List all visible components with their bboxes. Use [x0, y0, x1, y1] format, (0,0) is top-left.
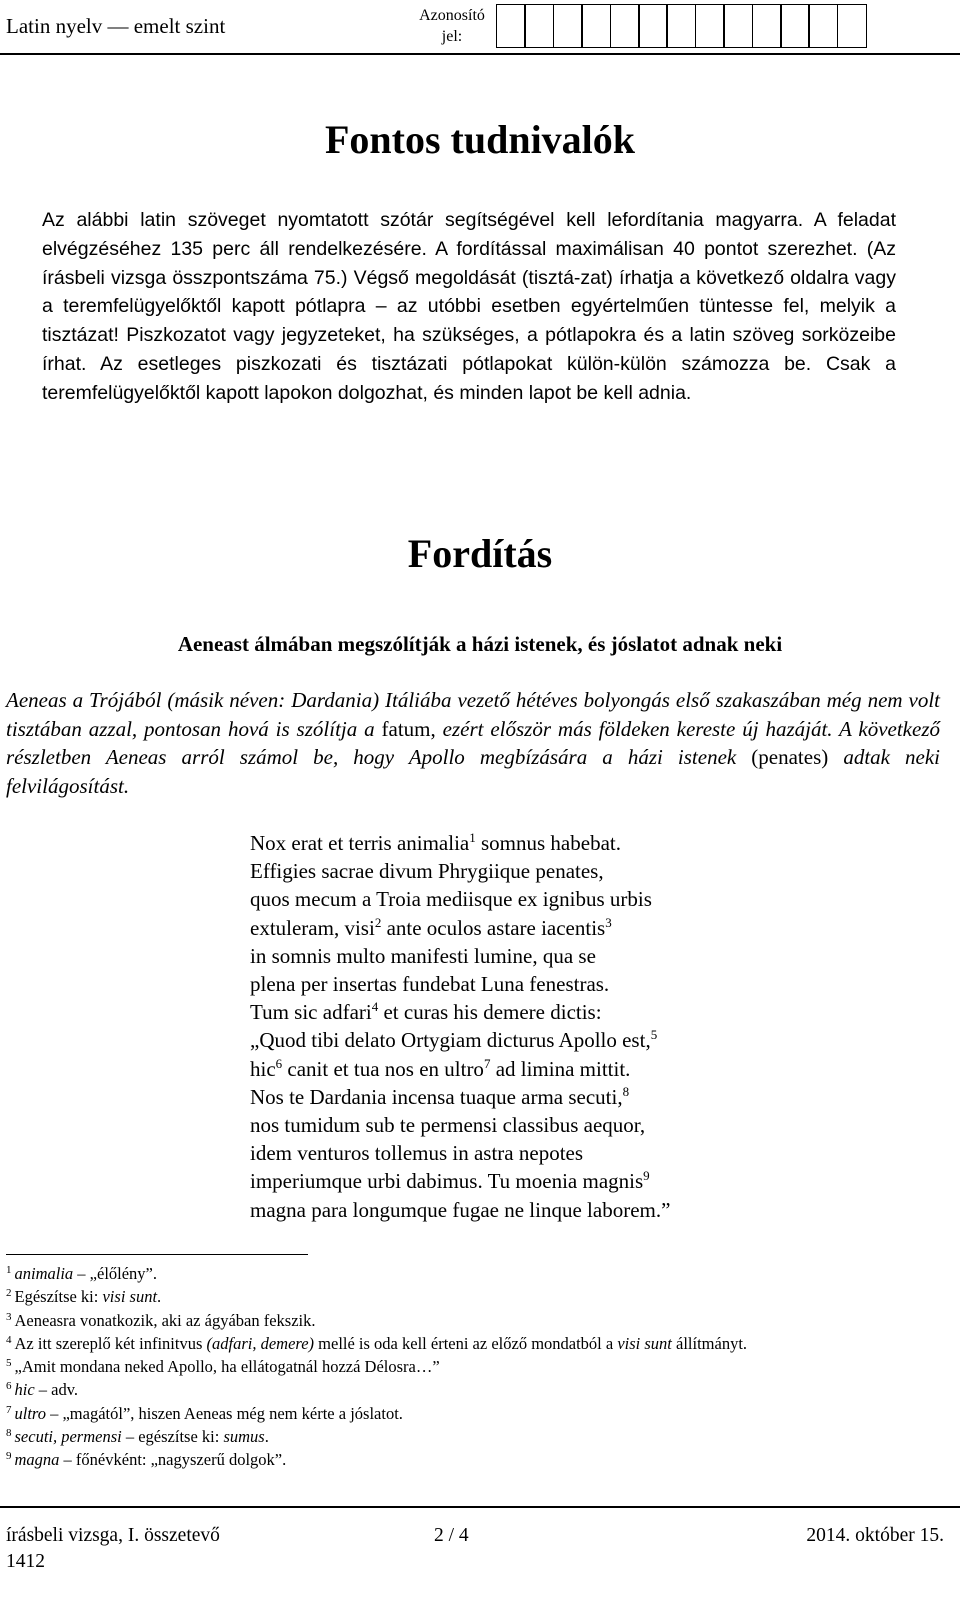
poem-line — [250, 1167, 670, 1195]
poem-line — [250, 1055, 670, 1083]
poem-text: canit et tua nos en ultro — [282, 1056, 484, 1081]
footnote-text: – adv. — [34, 1380, 79, 1400]
footnote-ref: 4 — [371, 999, 379, 1015]
poem-text: Nos te Dardania incensa tuaque arma secuti, — [250, 1084, 623, 1109]
footnote — [6, 1355, 956, 1378]
header-title: Latin nyelv — emelt szint — [6, 14, 226, 38]
footnote-text: . — [264, 1427, 269, 1447]
poem-text: et curas his demere dictis: — [378, 1000, 602, 1025]
poem-line — [250, 1111, 670, 1139]
poem-line — [250, 942, 670, 970]
id-box[interactable] — [553, 4, 583, 48]
poem-text: extuleram, visi — [250, 915, 375, 940]
id-box[interactable] — [524, 4, 554, 48]
main-title: Fontos tudnivalók — [324, 117, 636, 162]
footnote-text: mellé is oda kell érteni az előző mondatból a — [314, 1333, 618, 1353]
footer-page-number: 2 / 4 — [434, 1525, 469, 1546]
id-box[interactable] — [666, 4, 696, 48]
footnote-text: – „élőlény”. — [73, 1264, 158, 1283]
poem-text: quos mecum a Troia mediisque ex ignibus urbis — [250, 887, 652, 912]
footnotes — [6, 1262, 956, 1472]
footnote-number: 6 — [6, 1380, 12, 1393]
footnote-number: 8 — [6, 1427, 12, 1440]
poem-text: idem venturos tollemus in astra nepotes — [250, 1141, 584, 1166]
id-box[interactable] — [808, 4, 838, 48]
intro-penates: (penates) — [736, 745, 844, 770]
poem-text: magna para longumque fugae ne linque laborem.” — [250, 1197, 671, 1222]
footnote — [6, 1425, 956, 1448]
id-box[interactable] — [752, 4, 782, 48]
poem-line — [250, 829, 670, 857]
id-box[interactable] — [695, 4, 725, 48]
footnote-number: 1 — [6, 1264, 12, 1276]
footnote-ref: 5 — [650, 1027, 658, 1043]
id-box[interactable] — [837, 4, 867, 48]
footnote-ref: 2 — [374, 914, 382, 930]
footnote-number: 4 — [6, 1333, 12, 1346]
intro-part2: ezért először más földeken kereste új hazáját. A következő részletben Aeneas arról számol be, hogy Apollo megbízására a házi istenek — [6, 716, 940, 770]
footnote-number: 3 — [6, 1310, 12, 1323]
footnote — [6, 1448, 956, 1471]
poem-text: hic — [250, 1056, 276, 1081]
footnote-text: (adfari, demere) — [206, 1333, 315, 1353]
poem-line — [250, 857, 670, 885]
intro-part1: Aeneas a Trójából (másik néven: Dardania) Itáliába vezető hétéves bolyongás első szakaszában még nem volt tisztában azzal, pontosan hová is szólítja a — [6, 688, 940, 741]
footer-date: 2014. október 15. — [806, 1525, 944, 1546]
poem-text: Tum sic adfari — [250, 1000, 372, 1025]
poem-text: Effigies sacrae divum Phrygiique penates, — [250, 859, 604, 884]
intro-part3: adtak neki felvilágosítást. — [6, 745, 941, 798]
header-divider — [0, 53, 960, 55]
poem-line — [250, 1026, 670, 1054]
footnote-text: Egészítse ki: — [14, 1287, 103, 1307]
footnote-ref: 1 — [469, 830, 476, 845]
footnote-text: állítmányt. — [671, 1333, 748, 1353]
poem-line — [250, 1196, 670, 1224]
footnote-ref: 8 — [622, 1083, 630, 1099]
footnote-ref: 6 — [275, 1055, 283, 1071]
footnote — [6, 1285, 956, 1308]
poem-line — [250, 885, 670, 913]
footnote-text: Az itt szereplő két infinitvus — [14, 1333, 207, 1353]
poem-text: in somnis multo manifesti lumine, qua se — [250, 943, 596, 968]
footnote — [6, 1309, 956, 1332]
footnote — [6, 1378, 956, 1401]
poem-text: Nox erat et terris animalia — [250, 831, 470, 855]
footnote-number: 2 — [6, 1287, 12, 1300]
poem-text: nos tumidum sub te permensi classibus aequor, — [250, 1113, 646, 1138]
footnote-text: animalia — [14, 1264, 74, 1283]
latin-poem — [250, 829, 670, 1224]
footnote-text: magna — [14, 1450, 60, 1470]
id-label: Azonosító jel: — [419, 7, 485, 45]
footnote-text: – „magától”, hiszen Aeneas még nem kérte a jóslatot. — [45, 1403, 403, 1423]
poem-text: ad limina mittit. — [490, 1056, 631, 1081]
footer-exam-part: írásbeli vizsga, I. összetevő — [6, 1525, 220, 1546]
footnote-text: visi sunt — [617, 1333, 672, 1353]
poem-line — [250, 914, 670, 942]
footnote-text: hic — [14, 1380, 35, 1400]
footnote-ref: 7 — [483, 1055, 491, 1071]
id-box[interactable] — [496, 4, 526, 48]
section-title: Fordítás — [407, 531, 553, 576]
footnote-text: . — [157, 1287, 162, 1307]
footnote — [6, 1402, 956, 1425]
id-box[interactable] — [723, 4, 753, 48]
footnote-number: 9 — [6, 1450, 12, 1463]
poem-text: imperiumque urbi dabimus. Tu moenia magnis — [250, 1169, 644, 1194]
footnote-ref: 3 — [605, 914, 612, 930]
id-box[interactable] — [610, 4, 640, 48]
poem-line — [250, 1083, 670, 1111]
id-boxes — [496, 4, 865, 48]
intro-fatum: fatum, — [374, 716, 443, 741]
subtitle: Aeneast álmában megszólítják a házi istenek, és jóslatot adnak neki — [177, 632, 783, 656]
footnote-text: sumus — [223, 1427, 265, 1447]
id-box[interactable] — [780, 4, 810, 48]
footnote-text: „Amit mondana neked Apollo, ha ellátogatnál hozzá Délosra…” — [14, 1357, 440, 1377]
footnote-text: – egészítse ki: — [121, 1427, 224, 1447]
poem-text: „Quod tibi delato Ortygiam dicturus Apollo est, — [250, 1028, 651, 1053]
poem-text: ante oculos astare iacentis — [381, 915, 606, 940]
intro-paragraph — [6, 686, 940, 800]
poem-line — [250, 998, 670, 1026]
footnote-text: visi sunt — [102, 1287, 158, 1307]
poem-line — [250, 970, 670, 998]
footnote-text: secuti, permensi — [14, 1427, 122, 1447]
poem-line — [250, 1139, 670, 1167]
footnote — [6, 1332, 956, 1355]
footnote-text: Aeneasra vonatkozik, aki az ágyában fekszik. — [14, 1310, 316, 1330]
footer-code: 1412 — [6, 1551, 45, 1572]
notice-paragraph: Az alábbi latin szöveget nyomtatott szótár segítségével kell lefordítania magyarra. A feladat elvégzéséhez 135 perc áll rendelkezésére. A fordítással maximálisan 40 pontot szerezhet. (Az írásbeli vizsga összpontszáma 75.) Végső megoldását (tisztá-zat) írhatja a következő oldalra vagy a teremfelügyelőktől kapott pótlapra – az utóbbi esetben egyértelműen tüntesse fel, melyik a tisztázat! Piszkozatot vagy jegyzeteket, ha szükséges, a pótlapokra és a latin szöveg sorközeibe írhat. Az esetleges piszkozati és tisztázati pótlapokat külön-külön számozza be. Csak a teremfelügyelőktől kapott lapokon dolgozhat, és minden lapot be kell adnia. — [42, 209, 896, 404]
id-box[interactable] — [581, 4, 611, 48]
footnote-text: – főnévként: „nagyszerű dolgok”. — [59, 1450, 287, 1470]
id-box[interactable] — [638, 4, 668, 48]
footnote-ref: 9 — [643, 1168, 650, 1184]
page-header — [0, 0, 960, 55]
footnote-number: 7 — [6, 1403, 12, 1416]
footnote-text: ultro — [14, 1403, 46, 1423]
footnote — [6, 1262, 956, 1285]
footnote-number: 5 — [6, 1357, 12, 1370]
footer-divider — [0, 1506, 960, 1508]
poem-text: plena per insertas fundebat Luna fenestras. — [250, 972, 610, 997]
poem-text: somnus habebat. — [475, 831, 621, 855]
footnote-divider — [6, 1254, 308, 1255]
